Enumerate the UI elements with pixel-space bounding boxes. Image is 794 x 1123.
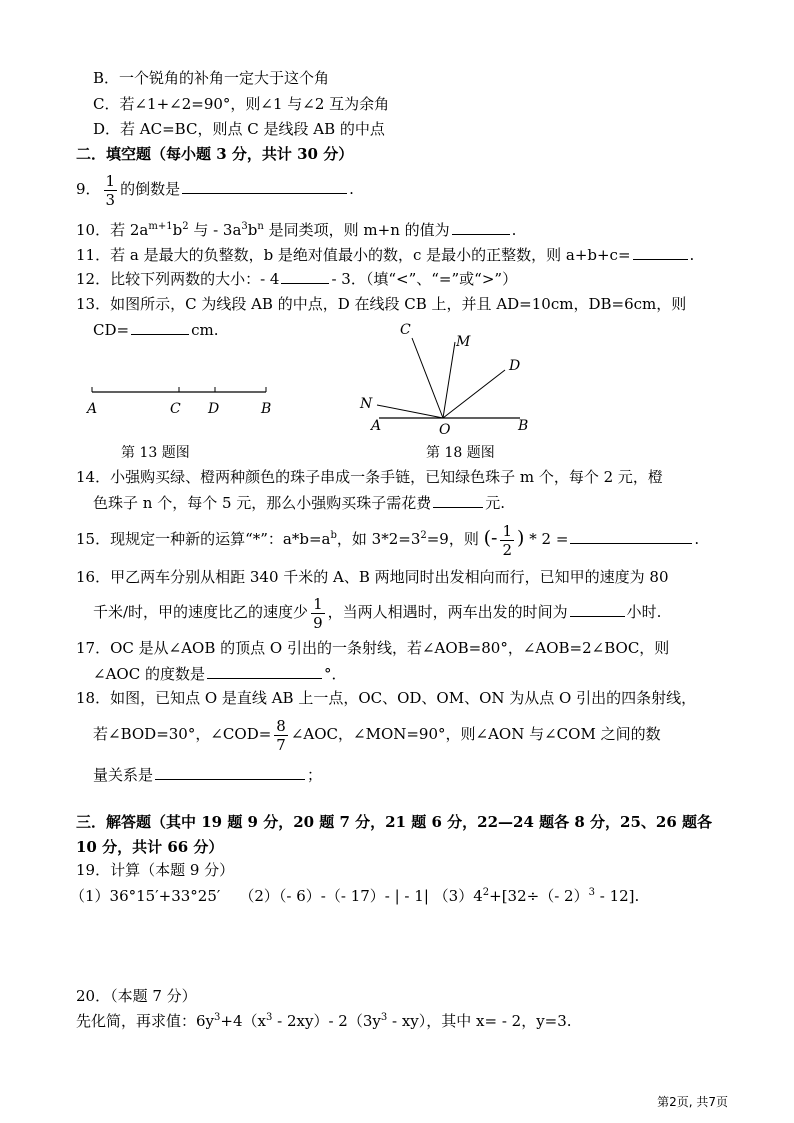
question-17-line1: 17．OC 是从∠AOB 的顶点 O 引出的一条射线，若∠AOB=80°，∠AOB=2∠BOC，则 (76, 639, 670, 657)
ray-od (443, 370, 505, 418)
figure-13 (80, 380, 280, 420)
question-16-line1: 16．甲乙两车分别从相距 340 千米的 A、B 两地同时出发相向而行，已知甲的速度为 80 (76, 568, 669, 586)
label-m: M (456, 334, 471, 350)
question-16-line2: 千米/时，甲的速度比乙的速度少 $\frac{1}{9}$ ，当两人相遇时，两车出发的时间为 小时. (93, 594, 662, 632)
label-c: C (170, 401, 181, 417)
question-17-line2: ∠AOC 的度数是 °． (93, 665, 347, 683)
page-footer: 第2页, 共7页 (657, 1095, 728, 1109)
question-18-line3: 量关系是 ； (93, 766, 323, 784)
figure-18 (355, 318, 535, 438)
label-a: A (87, 401, 98, 417)
ray-om (443, 342, 455, 418)
question-15: 15．现规定一种新的运算“*”：$a*b=a^b$，如 $3*2=3^2=9$，则 (- $\frac{1}{2}$ ) * 2 = . (76, 521, 700, 559)
option-b: B．一个锐角的补角一定大于这个角 (93, 69, 330, 87)
question-18-line1: 18．如图，已知点 O 是直线 AB 上一点，OC、OD、OM、ON 为从点 O 引出的四条射线， (76, 689, 697, 707)
label-d: D (208, 401, 220, 417)
question-18-line2: 若∠BOD=30°，∠COD= $\frac{8}{7}$ ∠AOC，∠MON=90°，则∠AON 与∠COM 之间的数 (93, 716, 661, 754)
ray-on (377, 405, 443, 418)
option-d: D．若 AC=BC，则点 C 是线段 AB 的中点 (93, 120, 385, 138)
section3-title-line2: 10 分，共计 66 分） (76, 838, 224, 856)
label-d: D (509, 358, 521, 374)
label-n: N (360, 396, 373, 412)
question-12: 12．比较下列两数的大小：- 4 - 3．（填“<”、“=”或“>”） (76, 270, 518, 288)
section3-title-line1: 三．解答题（其中 19 题 9 分，20 题 7 分，21 题 6 分，22—24 题各 8 分，25、26 题各 (76, 813, 712, 831)
question-19-parts: （1）36°15′+33°25′ （2）（- 6）-（- 17）- | - 1| $(3)4^2+[32\div(-$ 2）$^3$ - 12]. (70, 887, 640, 905)
question-20-title: 20．（本题 7 分） (76, 987, 197, 1005)
ray-oc (412, 338, 443, 418)
label-c: C (400, 322, 411, 338)
figure-13-caption: 第 13 题图 (121, 445, 190, 461)
label-b: B (261, 401, 272, 417)
question-19-title: 19．计算（本题 9 分） (76, 861, 235, 879)
question-20-body: 先化简，再求值：$6y^3+4(x^3 - 2xy)-$ $2(3y^3 - xy)$，其中 x= - 2，y=3. (76, 1012, 572, 1030)
question-11: 11．若 a 是最大的负整数，b 是绝对值最小的数，c 是最小的正整数，则 a+b+c= . (76, 246, 695, 264)
question-10: 10．若 $2a^{m+1}b^2$ 与 - $3a^3b^n$ 是同类项，则 m+n 的值为 . (76, 221, 517, 239)
question-13-line1: 13．如图所示，C 为线段 AB 的中点，D 在线段 CB 上，并且 AD=10cm，DB=6cm，则 (76, 295, 687, 313)
section2-title: 二．填空题（每小题 3 分，共计 30 分） (76, 145, 354, 163)
question-13-line2: CD= cm. (93, 321, 219, 339)
question-14-line1: 14．小强购买绿、橙两种颜色的珠子串成一条手链，已知绿色珠子 m 个，每个 2 元，橙 (76, 468, 663, 486)
label-b: B (518, 418, 529, 434)
label-o: O (439, 422, 451, 438)
figure-18-caption: 第 18 题图 (426, 445, 495, 461)
option-c: C．若∠1+∠2=90°，则∠1 与∠2 互为余角 (93, 95, 390, 113)
label-a: A (371, 418, 382, 434)
question-14-line2: 色珠子 n 个，每个 5 元，那么小强购买珠子需花费 元. (93, 494, 506, 512)
question-9: 9． $\frac{1}{3}$ 的倒数是 . (76, 171, 354, 209)
